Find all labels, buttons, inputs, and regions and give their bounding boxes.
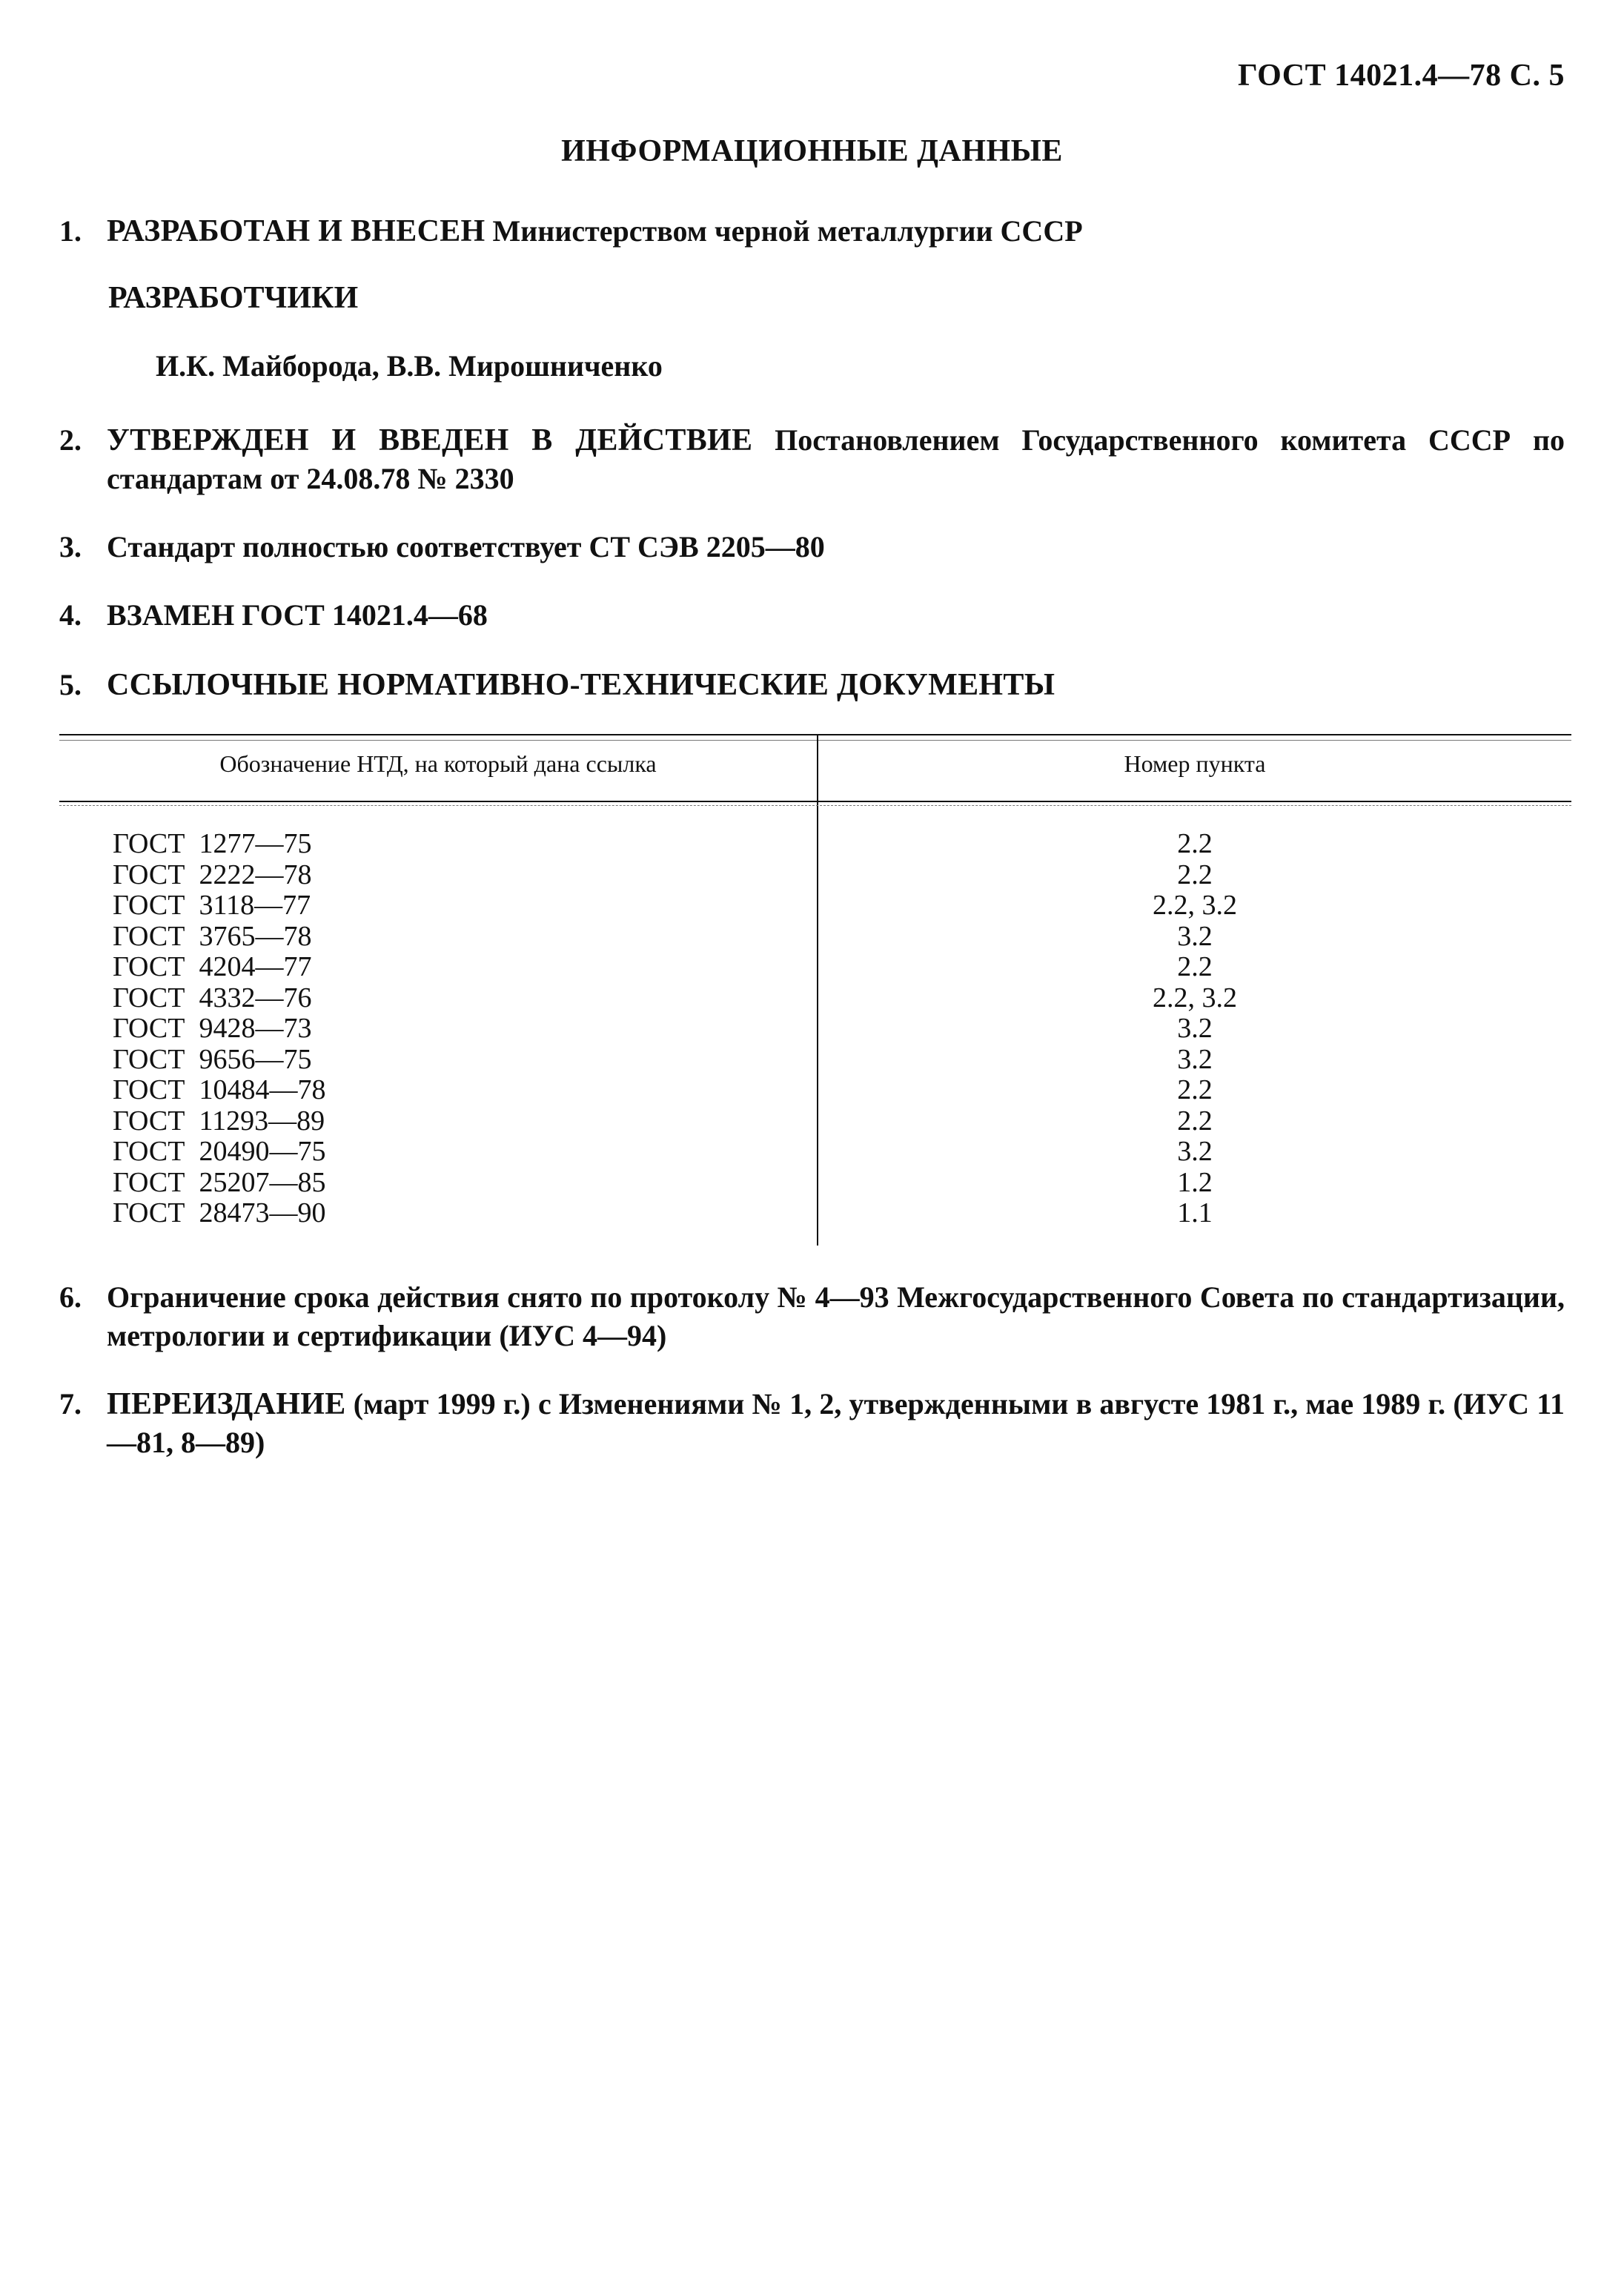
item-text: Ограничение срока действия снято по протоколу № 4—93 Межгосударственного Совета по стандартизации, метрологии и сертификации (ИУС 4—94) [107,1280,1565,1352]
table-cell-clause: 3.2 [1177,1013,1213,1044]
table-header-rule [59,801,1571,802]
table-cell-document: ГОСТ 9428—73 [113,1013,312,1044]
table-row [59,890,1571,922]
item-lead: РАЗРАБОТАН И ВНЕСЕН [107,214,485,248]
table-row [59,1168,1571,1199]
table-cell-clause: 2.2 [1177,1074,1213,1105]
info-item-6 [59,1278,1565,1355]
reference-documents-table [59,734,1571,1253]
table-cell-document: ГОСТ 3765—78 [113,920,312,952]
table-header-clause: Номер пункта [1124,750,1266,777]
page-header-standard-ref: ГОСТ 14021.4—78 С. 5 [1237,59,1565,93]
table-cell-clause: 2.2 [1177,828,1213,859]
table-row [59,829,1571,860]
table-top-rule-secondary [59,740,1571,741]
table-row [59,1075,1571,1106]
table-cell-document: ГОСТ 20490—75 [113,1136,326,1167]
table-row [59,1013,1571,1045]
table-row [59,922,1571,953]
item-number: 1. [59,214,82,248]
table-cell-document: ГОСТ 4332—76 [113,982,312,1013]
info-item-7 [59,1385,1565,1462]
developers-heading: РАЗРАБОТЧИКИ [108,281,359,315]
table-row [59,952,1571,983]
item-number: 5. [59,668,82,701]
item-text: Постановлением Государственного комитета СССР по стандартам от 24.08.78 № 2330 [107,423,1565,495]
item-lead: ПЕРЕИЗДАНИЕ [107,1387,346,1421]
table-cell-document: ГОСТ 4204—77 [113,951,312,982]
developers-names: И.К. Майборода, В.В. Мирошниченко [156,349,663,383]
item-text: Министерством черной металлургии СССР [485,214,1083,248]
table-cell-clause: 1.2 [1177,1166,1213,1198]
table-row [59,1198,1571,1229]
table-cell-clause: 2.2 [1177,859,1213,890]
table-cell-document: ГОСТ 1277—75 [113,828,312,859]
table-header-rule-secondary [59,805,1571,806]
info-item-5 [59,666,1565,704]
item-number: 7. [59,1387,82,1421]
table-cell-clause: 3.2 [1177,1136,1213,1167]
table-cell-clause: 1.1 [1177,1197,1213,1228]
item-number: 2. [59,423,82,457]
item-text: ВЗАМЕН ГОСТ 14021.4—68 [107,598,488,632]
table-cell-clause: 2.2 [1177,951,1213,982]
table-cell-clause: 2.2, 3.2 [1153,982,1237,1013]
table-row [59,1137,1571,1168]
item-number: 3. [59,530,82,563]
table-row [59,860,1571,891]
table-row [59,983,1571,1014]
table-cell-clause: 3.2 [1177,920,1213,952]
item-number: 6. [59,1280,82,1314]
info-item-2 [59,421,1565,498]
table-cell-document: ГОСТ 25207—85 [113,1166,326,1198]
table-row [59,1045,1571,1076]
table-cell-document: ГОСТ 11293—89 [113,1105,325,1137]
table-body [59,829,1571,1229]
table-cell-document: ГОСТ 2222—78 [113,859,312,890]
info-item-4 [59,596,1565,635]
table-top-rule [59,734,1571,735]
info-item-1 [59,212,1565,251]
table-cell-clause: 2.2 [1177,1105,1213,1137]
item-lead: УТВЕРЖДЕН И ВВЕДЕН В ДЕЙСТВИЕ [107,423,753,457]
info-item-3 [59,528,1565,566]
item-number: 4. [59,598,82,632]
item-lead: ССЫЛОЧНЫЕ НОРМАТИВНО-ТЕХНИЧЕСКИЕ ДОКУМЕНТЫ [107,668,1055,702]
table-cell-document: ГОСТ 28473—90 [113,1197,326,1228]
item-text: (март 1999 г.) с Изменениями № 1, 2, утвержденными в августе 1981 г., мае 1989 г. (ИУС 11—81, 8—89) [107,1387,1565,1459]
table-cell-document: ГОСТ 9656—75 [113,1043,312,1075]
table-cell-clause: 2.2, 3.2 [1153,890,1237,921]
page-title: ИНФОРМАЦИОННЫЕ ДАННЫЕ [561,134,1063,168]
table-cell-document: ГОСТ 10484—78 [113,1074,326,1105]
item-text: Стандарт полностью соответствует СТ СЭВ 2205—80 [107,530,825,563]
table-cell-clause: 3.2 [1177,1043,1213,1075]
table-row [59,1106,1571,1137]
table-cell-document: ГОСТ 3118—77 [113,890,311,921]
table-header-document: Обозначение НТД, на который дана ссылка [219,750,657,777]
